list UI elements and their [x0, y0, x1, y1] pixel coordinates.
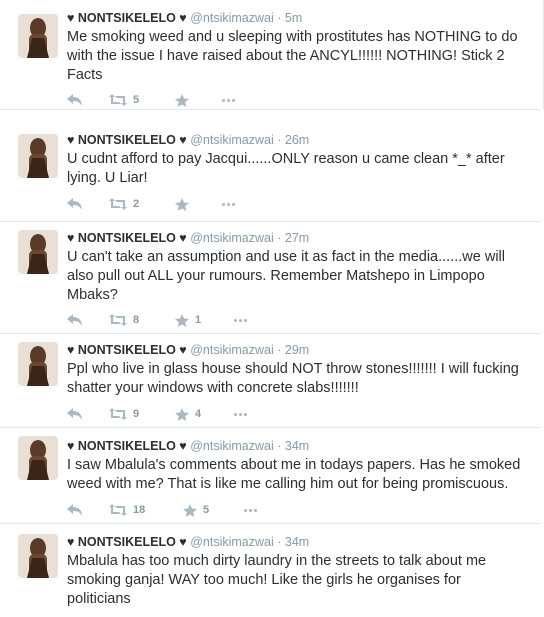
separator: ·	[277, 11, 282, 25]
username[interactable]: @ntsikimazwai	[190, 11, 274, 25]
tweet-header	[67, 10, 528, 26]
reply-icon	[67, 314, 83, 326]
tweet-text: Ppl who live in glass house should NOT throw stones!!!!!!! I will fucking shatter your windows with concrete slabs!!!!!!!	[67, 361, 519, 396]
reply-icon	[67, 198, 83, 210]
more-icon	[244, 509, 259, 512]
separator: ·	[277, 439, 282, 453]
username[interactable]: @ntsikimazwai	[190, 535, 274, 549]
tweet	[0, 122, 540, 222]
separator: ·	[277, 343, 282, 357]
avatar[interactable]	[18, 436, 58, 480]
favorite-button[interactable]	[175, 406, 201, 422]
retweet-count: 18	[133, 504, 146, 516]
tweet	[0, 334, 540, 428]
favorite-count: 4	[195, 408, 202, 420]
avatar[interactable]	[18, 230, 58, 274]
star-icon	[175, 314, 189, 327]
timestamp[interactable]: 26m	[284, 133, 310, 147]
retweet-icon	[109, 94, 127, 106]
favorite-button[interactable]	[175, 196, 195, 212]
display-name[interactable]: ♥ NONTSIKELELO ♥	[67, 535, 187, 549]
reply-button[interactable]	[67, 92, 83, 108]
more-button[interactable]	[222, 92, 237, 108]
retweet-count: 2	[133, 198, 140, 210]
retweet-icon	[109, 314, 127, 326]
display-name[interactable]: ♥ NONTSIKELELO ♥	[67, 11, 187, 25]
favorite-count: 1	[195, 314, 202, 326]
reply-button[interactable]	[67, 502, 83, 518]
separator: ·	[277, 535, 282, 549]
favorite-count: 5	[203, 504, 210, 516]
more-button[interactable]	[234, 312, 249, 328]
reply-button[interactable]	[67, 406, 83, 422]
more-button[interactable]	[222, 196, 237, 212]
more-icon	[222, 203, 237, 206]
username[interactable]: @ntsikimazwai	[190, 343, 274, 357]
display-name[interactable]: ♥ NONTSIKELELO ♥	[67, 133, 187, 147]
star-icon	[175, 94, 189, 107]
separator: ·	[277, 231, 282, 245]
tweet-header	[67, 438, 528, 454]
reply-button[interactable]	[67, 312, 83, 328]
tweet-text: Mbalula has too much dirty laundry in the streets to talk about me smoking ganja! WAY too much! Like the girls he organises for politicians	[67, 553, 487, 607]
tweet	[0, 428, 540, 524]
retweet-icon	[109, 408, 127, 420]
tweet-header	[67, 342, 528, 358]
more-icon	[222, 99, 237, 102]
retweet-button[interactable]	[109, 92, 139, 108]
tweet-text: Me smoking weed and u sleeping with prostitutes has NOTHING to do with the issue I have raised about the ANCYL!!!!!! NOTHING! Stick 2 Facts	[67, 29, 518, 83]
avatar[interactable]	[18, 14, 58, 58]
favorite-button[interactable]	[175, 92, 195, 108]
more-button[interactable]	[234, 406, 249, 422]
retweet-button[interactable]	[109, 196, 139, 212]
more-icon	[234, 413, 249, 416]
timestamp[interactable]: 5m	[284, 11, 303, 25]
favorite-button[interactable]	[183, 502, 209, 518]
reply-icon	[67, 94, 83, 106]
username[interactable]: @ntsikimazwai	[190, 439, 274, 453]
reply-icon	[67, 504, 83, 516]
retweet-button[interactable]	[109, 502, 145, 518]
username[interactable]: @ntsikimazwai	[190, 231, 274, 245]
more-icon	[234, 319, 249, 322]
favorite-button[interactable]	[175, 312, 201, 328]
tweet-text: U cudnt afford to pay Jacqui......ONLY reason u came clean *_* after lying. U Liar!	[67, 151, 505, 186]
tweet-text: U can't take an assumption and use it as fact in the media......we will also pull out ALL your rumours. Remember Matshepo in Limpopo Mbaks?	[67, 249, 505, 303]
display-name[interactable]: ♥ NONTSIKELELO ♥	[67, 231, 187, 245]
retweet-icon	[109, 198, 127, 210]
retweet-button[interactable]	[109, 406, 139, 422]
display-name[interactable]: ♥ NONTSIKELELO ♥	[67, 439, 187, 453]
star-icon	[175, 198, 189, 211]
tweet	[0, 524, 540, 617]
tweet-header	[67, 534, 528, 550]
star-icon	[183, 504, 197, 517]
retweet-icon	[109, 504, 127, 516]
star-icon	[175, 408, 189, 421]
avatar[interactable]	[18, 134, 58, 178]
retweet-count: 5	[133, 94, 140, 106]
timestamp[interactable]: 34m	[284, 535, 310, 549]
display-name[interactable]: ♥ NONTSIKELELO ♥	[67, 343, 187, 357]
timestamp[interactable]: 34m	[284, 439, 310, 453]
timestamp[interactable]: 29m	[284, 343, 310, 357]
retweet-button[interactable]	[109, 312, 139, 328]
retweet-count: 9	[133, 408, 140, 420]
reply-icon	[67, 408, 83, 420]
separator: ·	[277, 133, 282, 147]
tweet	[0, 0, 540, 110]
timestamp[interactable]: 27m	[284, 231, 310, 245]
reply-button[interactable]	[67, 196, 83, 212]
avatar[interactable]	[18, 342, 58, 386]
tweet	[0, 222, 540, 334]
tweet-header	[67, 132, 528, 148]
tweet-text: I saw Mbalula's comments about me in todays papers. Has he smoked weed with me? That is like me calling him out for being promiscuous.	[67, 457, 521, 492]
avatar[interactable]	[18, 534, 58, 578]
tweet-header	[67, 230, 528, 246]
username[interactable]: @ntsikimazwai	[190, 133, 274, 147]
retweet-count: 8	[133, 314, 140, 326]
more-button[interactable]	[244, 502, 259, 518]
